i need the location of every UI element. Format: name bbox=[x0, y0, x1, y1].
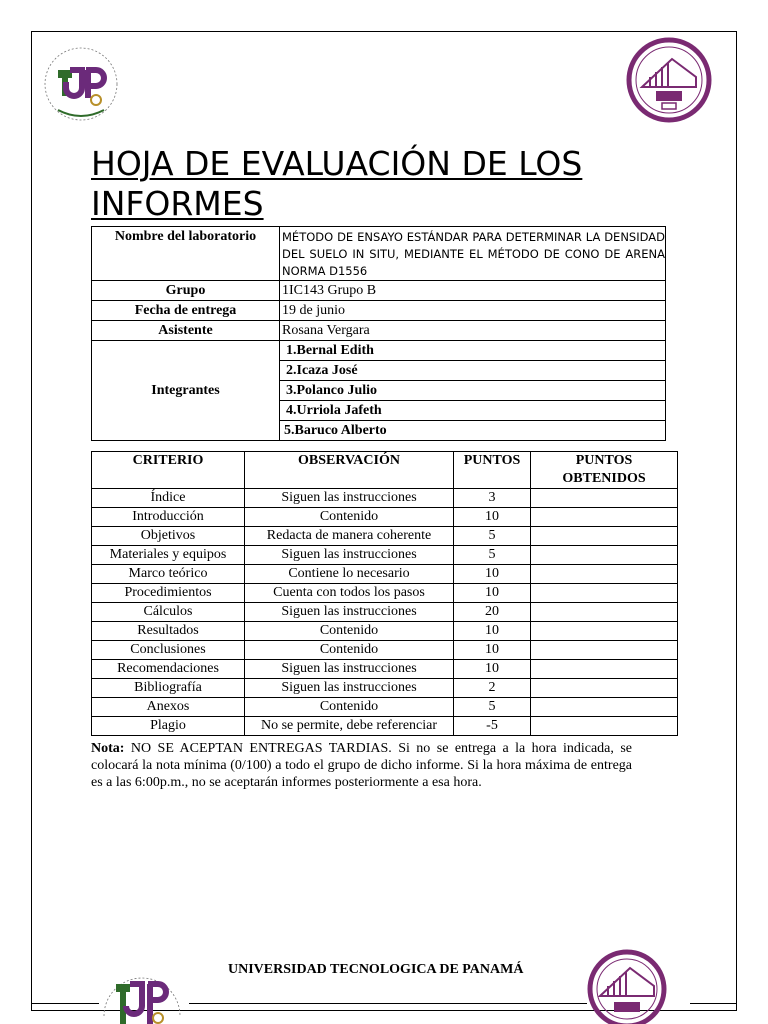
puntos-obtenidos-cell bbox=[531, 565, 678, 584]
criteria-body bbox=[92, 489, 678, 736]
puntos-obtenidos-cell bbox=[531, 584, 678, 603]
criterio-cell: Conclusiones bbox=[92, 641, 245, 660]
criterio-cell: Anexos bbox=[92, 698, 245, 717]
puntos-obtenidos-cell bbox=[531, 679, 678, 698]
table-row bbox=[92, 679, 678, 698]
puntos-cell: 10 bbox=[454, 660, 531, 679]
header-criterio: CRITERIO bbox=[92, 452, 245, 489]
date-value: 19 de junio bbox=[280, 301, 666, 321]
member-item: 3.Polanco Julio bbox=[280, 381, 666, 401]
puntos-cell: 10 bbox=[454, 622, 531, 641]
observacion-cell: Siguen las instrucciones bbox=[245, 489, 454, 508]
note bbox=[91, 740, 632, 791]
observacion-cell: Cuenta con todos los pasos bbox=[245, 584, 454, 603]
puntos-obtenidos-cell bbox=[531, 508, 678, 527]
criterio-cell: Recomendaciones bbox=[92, 660, 245, 679]
puntos-cell: 10 bbox=[454, 508, 531, 527]
puntos-obtenidos-cell bbox=[531, 717, 678, 736]
puntos-obtenidos-cell bbox=[531, 660, 678, 679]
assistant-value: Rosana Vergara bbox=[280, 321, 666, 341]
observacion-cell: Contenido bbox=[245, 698, 454, 717]
lab-info-table bbox=[91, 226, 666, 441]
civil-faculty-seal-icon bbox=[586, 948, 668, 1024]
utp-university-logo-icon bbox=[36, 40, 126, 128]
header-observacion: OBSERVACIÓN bbox=[245, 452, 454, 489]
table-row bbox=[92, 546, 678, 565]
puntos-cell: 2 bbox=[454, 679, 531, 698]
member-item: 5.Baruco Alberto bbox=[280, 421, 666, 441]
table-row bbox=[92, 584, 678, 603]
criterio-cell: Plagio bbox=[92, 717, 245, 736]
criterio-cell: Resultados bbox=[92, 622, 245, 641]
header-puntos-obtenidos: PUNTOS OBTENIDOS bbox=[531, 452, 678, 489]
observacion-cell: Contenido bbox=[245, 508, 454, 527]
observacion-cell: Contiene lo necesario bbox=[245, 565, 454, 584]
puntos-cell: 5 bbox=[454, 546, 531, 565]
civil-faculty-seal-icon bbox=[626, 37, 712, 123]
table-row bbox=[92, 508, 678, 527]
puntos-obtenidos-cell bbox=[531, 698, 678, 717]
criterio-cell: Bibliografía bbox=[92, 679, 245, 698]
criterio-cell: Introducción bbox=[92, 508, 245, 527]
table-row bbox=[92, 603, 678, 622]
criterio-cell: Cálculos bbox=[92, 603, 245, 622]
criterio-cell: Índice bbox=[92, 489, 245, 508]
table-row bbox=[92, 641, 678, 660]
observacion-cell: Siguen las instrucciones bbox=[245, 660, 454, 679]
footer-line-middle bbox=[189, 1003, 587, 1004]
lab-name-row bbox=[92, 227, 666, 281]
observacion-cell: Redacta de manera coherente bbox=[245, 527, 454, 546]
header-puntos: PUNTOS bbox=[454, 452, 531, 489]
table-row bbox=[92, 698, 678, 717]
table-row bbox=[92, 717, 678, 736]
group-value: 1IC143 Grupo B bbox=[280, 281, 666, 301]
puntos-obtenidos-cell bbox=[531, 622, 678, 641]
observacion-cell: Contenido bbox=[245, 622, 454, 641]
observacion-cell: Contenido bbox=[245, 641, 454, 660]
puntos-cell: 10 bbox=[454, 584, 531, 603]
puntos-obtenidos-cell bbox=[531, 489, 678, 508]
puntos-cell: -5 bbox=[454, 717, 531, 736]
puntos-cell: 3 bbox=[454, 489, 531, 508]
puntos-cell: 10 bbox=[454, 641, 531, 660]
table-row bbox=[92, 622, 678, 641]
criteria-table bbox=[91, 451, 678, 736]
member-item: 4.Urriola Jafeth bbox=[280, 401, 666, 421]
table-row bbox=[92, 660, 678, 679]
note-label: Nota: bbox=[91, 741, 125, 756]
table-row bbox=[92, 527, 678, 546]
assistant-row bbox=[92, 321, 666, 341]
table-row bbox=[92, 489, 678, 508]
lab-name-label: Nombre del laboratorio bbox=[92, 227, 280, 281]
footer-university: UNIVERSIDAD TECNOLOGICA DE PANAMÁ bbox=[228, 962, 524, 977]
lab-name-value: MÉTODO DE ENSAYO ESTÁNDAR PARA DETERMINAR LA DENSIDAD DEL SUELO IN SITU, MEDIANTE EL MÉTODO DE CONO DE ARENA NORMA D1556 bbox=[280, 227, 666, 281]
puntos-cell: 5 bbox=[454, 698, 531, 717]
criterio-cell: Objetivos bbox=[92, 527, 245, 546]
puntos-cell: 20 bbox=[454, 603, 531, 622]
member-item: 1.Bernal Edith bbox=[280, 341, 666, 361]
members-label: Integrantes bbox=[92, 341, 280, 441]
observacion-cell: Siguen las instrucciones bbox=[245, 679, 454, 698]
puntos-cell: 5 bbox=[454, 527, 531, 546]
puntos-cell: 10 bbox=[454, 565, 531, 584]
footer-line-left bbox=[31, 1003, 99, 1004]
date-row bbox=[92, 301, 666, 321]
page-title: HOJA DE EVALUACIÓN DE LOS INFORMES bbox=[91, 144, 583, 223]
criteria-header-row bbox=[92, 452, 678, 489]
puntos-obtenidos-cell bbox=[531, 603, 678, 622]
observacion-cell: Siguen las instrucciones bbox=[245, 546, 454, 565]
member-item: 2.Icaza José bbox=[280, 361, 666, 381]
group-label: Grupo bbox=[92, 281, 280, 301]
group-row bbox=[92, 281, 666, 301]
table-row bbox=[92, 565, 678, 584]
criterio-cell: Procedimientos bbox=[92, 584, 245, 603]
criterio-cell: Materiales y equipos bbox=[92, 546, 245, 565]
members-row bbox=[92, 341, 666, 361]
utp-university-logo-icon bbox=[96, 956, 188, 1024]
note-text: NO SE ACEPTAN ENTREGAS TARDIAS. Si no se entrega a la hora indicada, se colocará la nota mínima (0/100) a todo el grupo de dicho informe. Si la hora máxima de entrega es a las 6:00p.m., no se aceptarán informes posteriormente a esa hora. bbox=[91, 741, 632, 790]
puntos-obtenidos-cell bbox=[531, 527, 678, 546]
assistant-label: Asistente bbox=[92, 321, 280, 341]
footer-line-right bbox=[690, 1003, 737, 1004]
observacion-cell: Siguen las instrucciones bbox=[245, 603, 454, 622]
puntos-obtenidos-cell bbox=[531, 546, 678, 565]
observacion-cell: No se permite, debe referenciar bbox=[245, 717, 454, 736]
date-label: Fecha de entrega bbox=[92, 301, 280, 321]
criterio-cell: Marco teórico bbox=[92, 565, 245, 584]
puntos-obtenidos-cell bbox=[531, 641, 678, 660]
